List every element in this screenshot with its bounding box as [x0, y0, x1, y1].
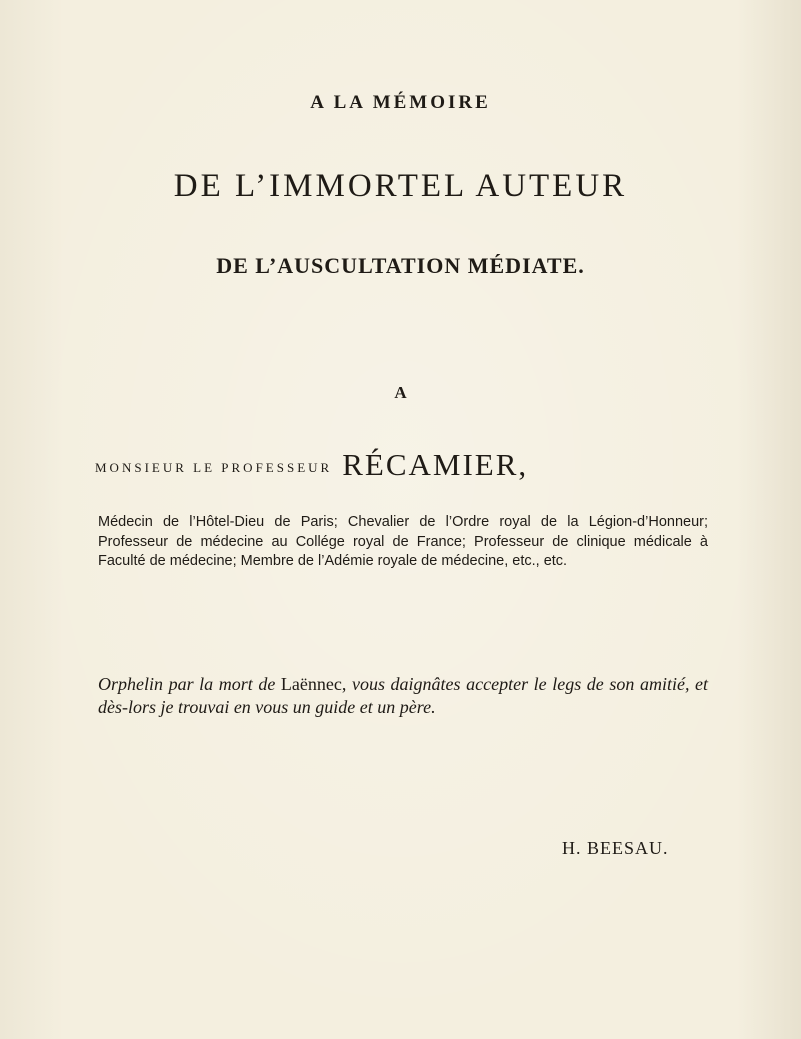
- dedication-name: Laënnec,: [280, 674, 347, 694]
- dedication-part-3: vous daignâtes accepter le legs de son amitié, et dès-lors je trouvai en vous un guide et un père.: [98, 674, 709, 717]
- heading-line-1: A LA MÉMOIRE: [310, 92, 491, 113]
- dedication-paragraph: [98, 673, 708, 719]
- addressee-to: A: [394, 383, 407, 402]
- addressee-prefix: MONSIEUR LE PROFESSEUR: [95, 460, 333, 475]
- addressee-titles: Médecin de l’Hôtel-Dieu de Paris; Chevalier de l’Ordre royal de la Légion-d’Honneur; Professeur de médecine au Collége royal de France; Professeur de clinique médicale à Faculté de médecine; Membre de l’Adémie royale de médecine, etc., etc.: [98, 514, 708, 569]
- heading-line-3: DE L’AUSCULTATION MÉDIATE.: [216, 253, 585, 278]
- signature: H. BEESAU.: [562, 838, 669, 858]
- addressee-line: [95, 447, 715, 483]
- addressee-name: RÉCAMIER,: [342, 447, 529, 482]
- dedication-part-1: Orphelin par la mort de: [98, 674, 276, 694]
- heading-line-2: DE L’IMMORTEL AUTEUR: [173, 168, 628, 204]
